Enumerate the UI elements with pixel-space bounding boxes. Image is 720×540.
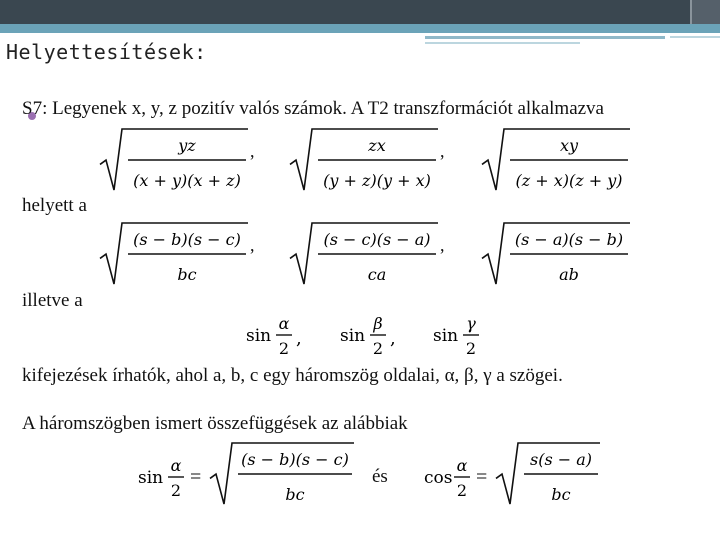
denominator: bc — [285, 485, 305, 504]
decor-line — [425, 42, 580, 44]
trig-fraction — [433, 310, 503, 360]
instead-label: helyett a — [22, 195, 87, 216]
expressions-text: kifejezések írhatók, ahol a, b, c egy háromszög oldalai, α, β, γ a szögei. — [22, 365, 563, 386]
radical-expression — [480, 126, 632, 194]
denominator: ab — [559, 265, 579, 284]
denominator: 2 — [170, 481, 182, 500]
trig-fraction — [246, 310, 316, 360]
decor-line — [670, 36, 720, 38]
numerator: α — [456, 456, 468, 475]
separator-comma: , — [250, 141, 255, 161]
equals-sign: = — [476, 466, 488, 488]
intro-label: S7 — [22, 98, 43, 119]
decor-line — [425, 36, 665, 39]
numerator: s(s − a) — [529, 450, 593, 469]
radical-expression — [480, 220, 632, 288]
intro-text: : Legyenek x, y, z pozitív valós számok. A T2 transzformációt alkalmazva — [42, 98, 604, 119]
numerator: β — [373, 314, 383, 333]
separator-comma: , — [250, 235, 255, 255]
denominator: 2 — [456, 481, 468, 500]
denominator: 2 — [278, 339, 290, 358]
denominator: (y + z)(y + x) — [323, 171, 431, 190]
function-name: sin — [433, 326, 459, 346]
denominator: 2 — [372, 339, 384, 358]
numerator: (s − b)(s − c) — [133, 230, 241, 249]
separator-comma: , — [390, 328, 396, 349]
trig-fraction — [340, 310, 410, 360]
numerator: (s − c)(s − a) — [323, 230, 431, 249]
equals-sign: = — [190, 466, 202, 488]
separator-comma: , — [440, 141, 445, 161]
denominator: 2 — [465, 339, 477, 358]
formula-left-rhs — [208, 440, 356, 508]
denominator: ca — [367, 265, 387, 284]
top-stripe — [0, 24, 720, 33]
radical-expression — [288, 126, 440, 194]
function-name: sin — [138, 468, 164, 488]
formula-right-rhs — [494, 440, 602, 508]
known-text: A háromszögben ismert összefüggések az alábbiak — [22, 413, 408, 434]
top-bar — [0, 0, 720, 24]
function-name: sin — [340, 326, 366, 346]
denominator: (x + y)(x + z) — [133, 171, 241, 190]
radical-expression — [98, 220, 250, 288]
intro-line — [22, 98, 604, 120]
top-bar-accent — [692, 0, 720, 24]
or-label: illetve a — [22, 290, 83, 311]
denominator: bc — [551, 485, 571, 504]
and-label: és — [372, 466, 388, 487]
radical-expression — [288, 220, 440, 288]
numerator: yz — [178, 136, 196, 155]
function-name: cos — [424, 468, 453, 488]
numerator: zx — [368, 136, 386, 155]
denominator: (z + x)(z + y) — [515, 171, 623, 190]
radical-expression — [98, 126, 250, 194]
numerator: γ — [466, 314, 476, 333]
numerator: (s − a)(s − b) — [514, 230, 624, 249]
separator-comma: , — [296, 328, 302, 349]
denominator: bc — [177, 265, 197, 284]
numerator: xy — [559, 136, 579, 155]
numerator: α — [170, 456, 182, 475]
separator-comma: , — [440, 235, 445, 255]
function-name: sin — [246, 326, 272, 346]
numerator: (s − b)(s − c) — [241, 450, 349, 469]
numerator: α — [278, 314, 290, 333]
slide-title: Helyettesítések: — [6, 40, 207, 64]
